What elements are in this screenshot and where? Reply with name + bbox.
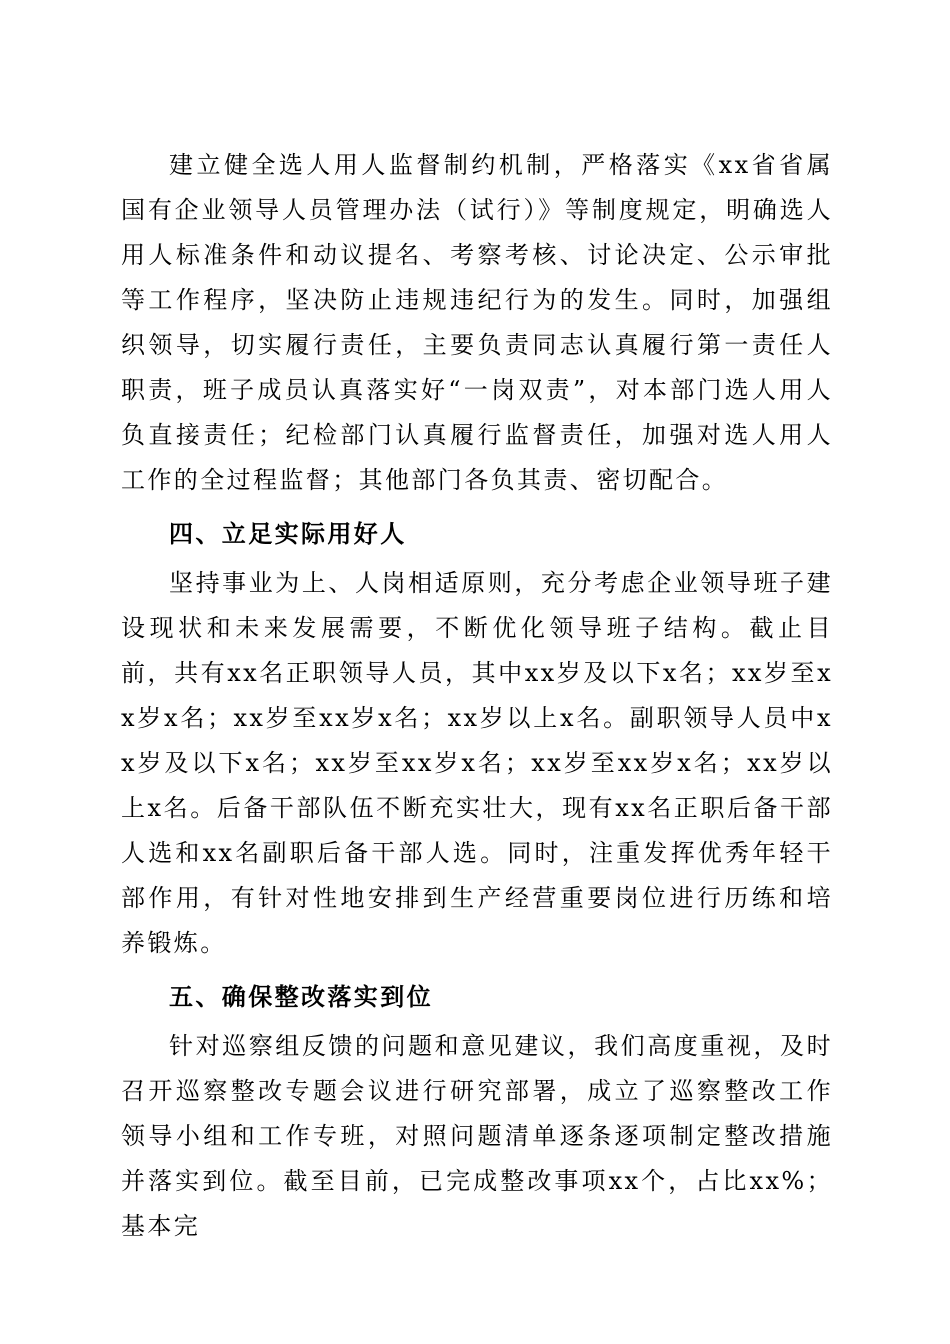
paragraph-rectification: 针对巡察组反馈的问题和意见建议，我们高度重视，及时召开巡察整改专题会议进行研究部署，成立了巡察整改工作领导小组和工作专班，对照问题清单逐条逐项制定整改措施并落实到位。截至目前，已完成整改事项xx个，占比xx%；基本完 [121, 1032, 833, 1240]
section-heading-5: 五、确保整改落实到位 [169, 983, 433, 1011]
document-body [121, 143, 833, 1249]
section-heading-4: 四、立足实际用好人 [169, 520, 407, 548]
paragraph-team-structure: 坚持事业为上、人岗相适原则，充分考虑企业领导班子建设现状和未来发展需要，不断优化领导班子结构。截止目前，共有xx名正职领导人员，其中xx岁及以下x名；xx岁至xx岁x名；xx岁至xx岁x名；xx岁以上x名。副职领导人员中xx岁及以下x名；xx岁至xx岁x名；xx岁至xx岁x名；xx岁以上x名。后备干部队伍不断充实壮大，现有xx名正职后备干部人选和xx名副职后备干部人选。同时，注重发挥优秀年轻干部作用，有针对性地安排到生产经营重要岗位进行历练和培养锻炼。 [121, 569, 833, 957]
paragraph-supervision-mechanism: 建立健全选人用人监督制约机制，严格落实《xx省省属国有企业领导人员管理办法（试行）》等制度规定，明确选人用人标准条件和动议提名、考察考核、讨论决定、公示审批等工作程序，坚决防止违规违纪行为的发生。同时，加强组织领导，切实履行责任，主要负责同志认真履行第一责任人职责，班子成员认真落实好“一岗双责”，对本部门选人用人负直接责任；纪检部门认真履行监督责任，加强对选人用人工作的全过程监督；其他部门各负其责、密切配合。 [121, 151, 833, 494]
